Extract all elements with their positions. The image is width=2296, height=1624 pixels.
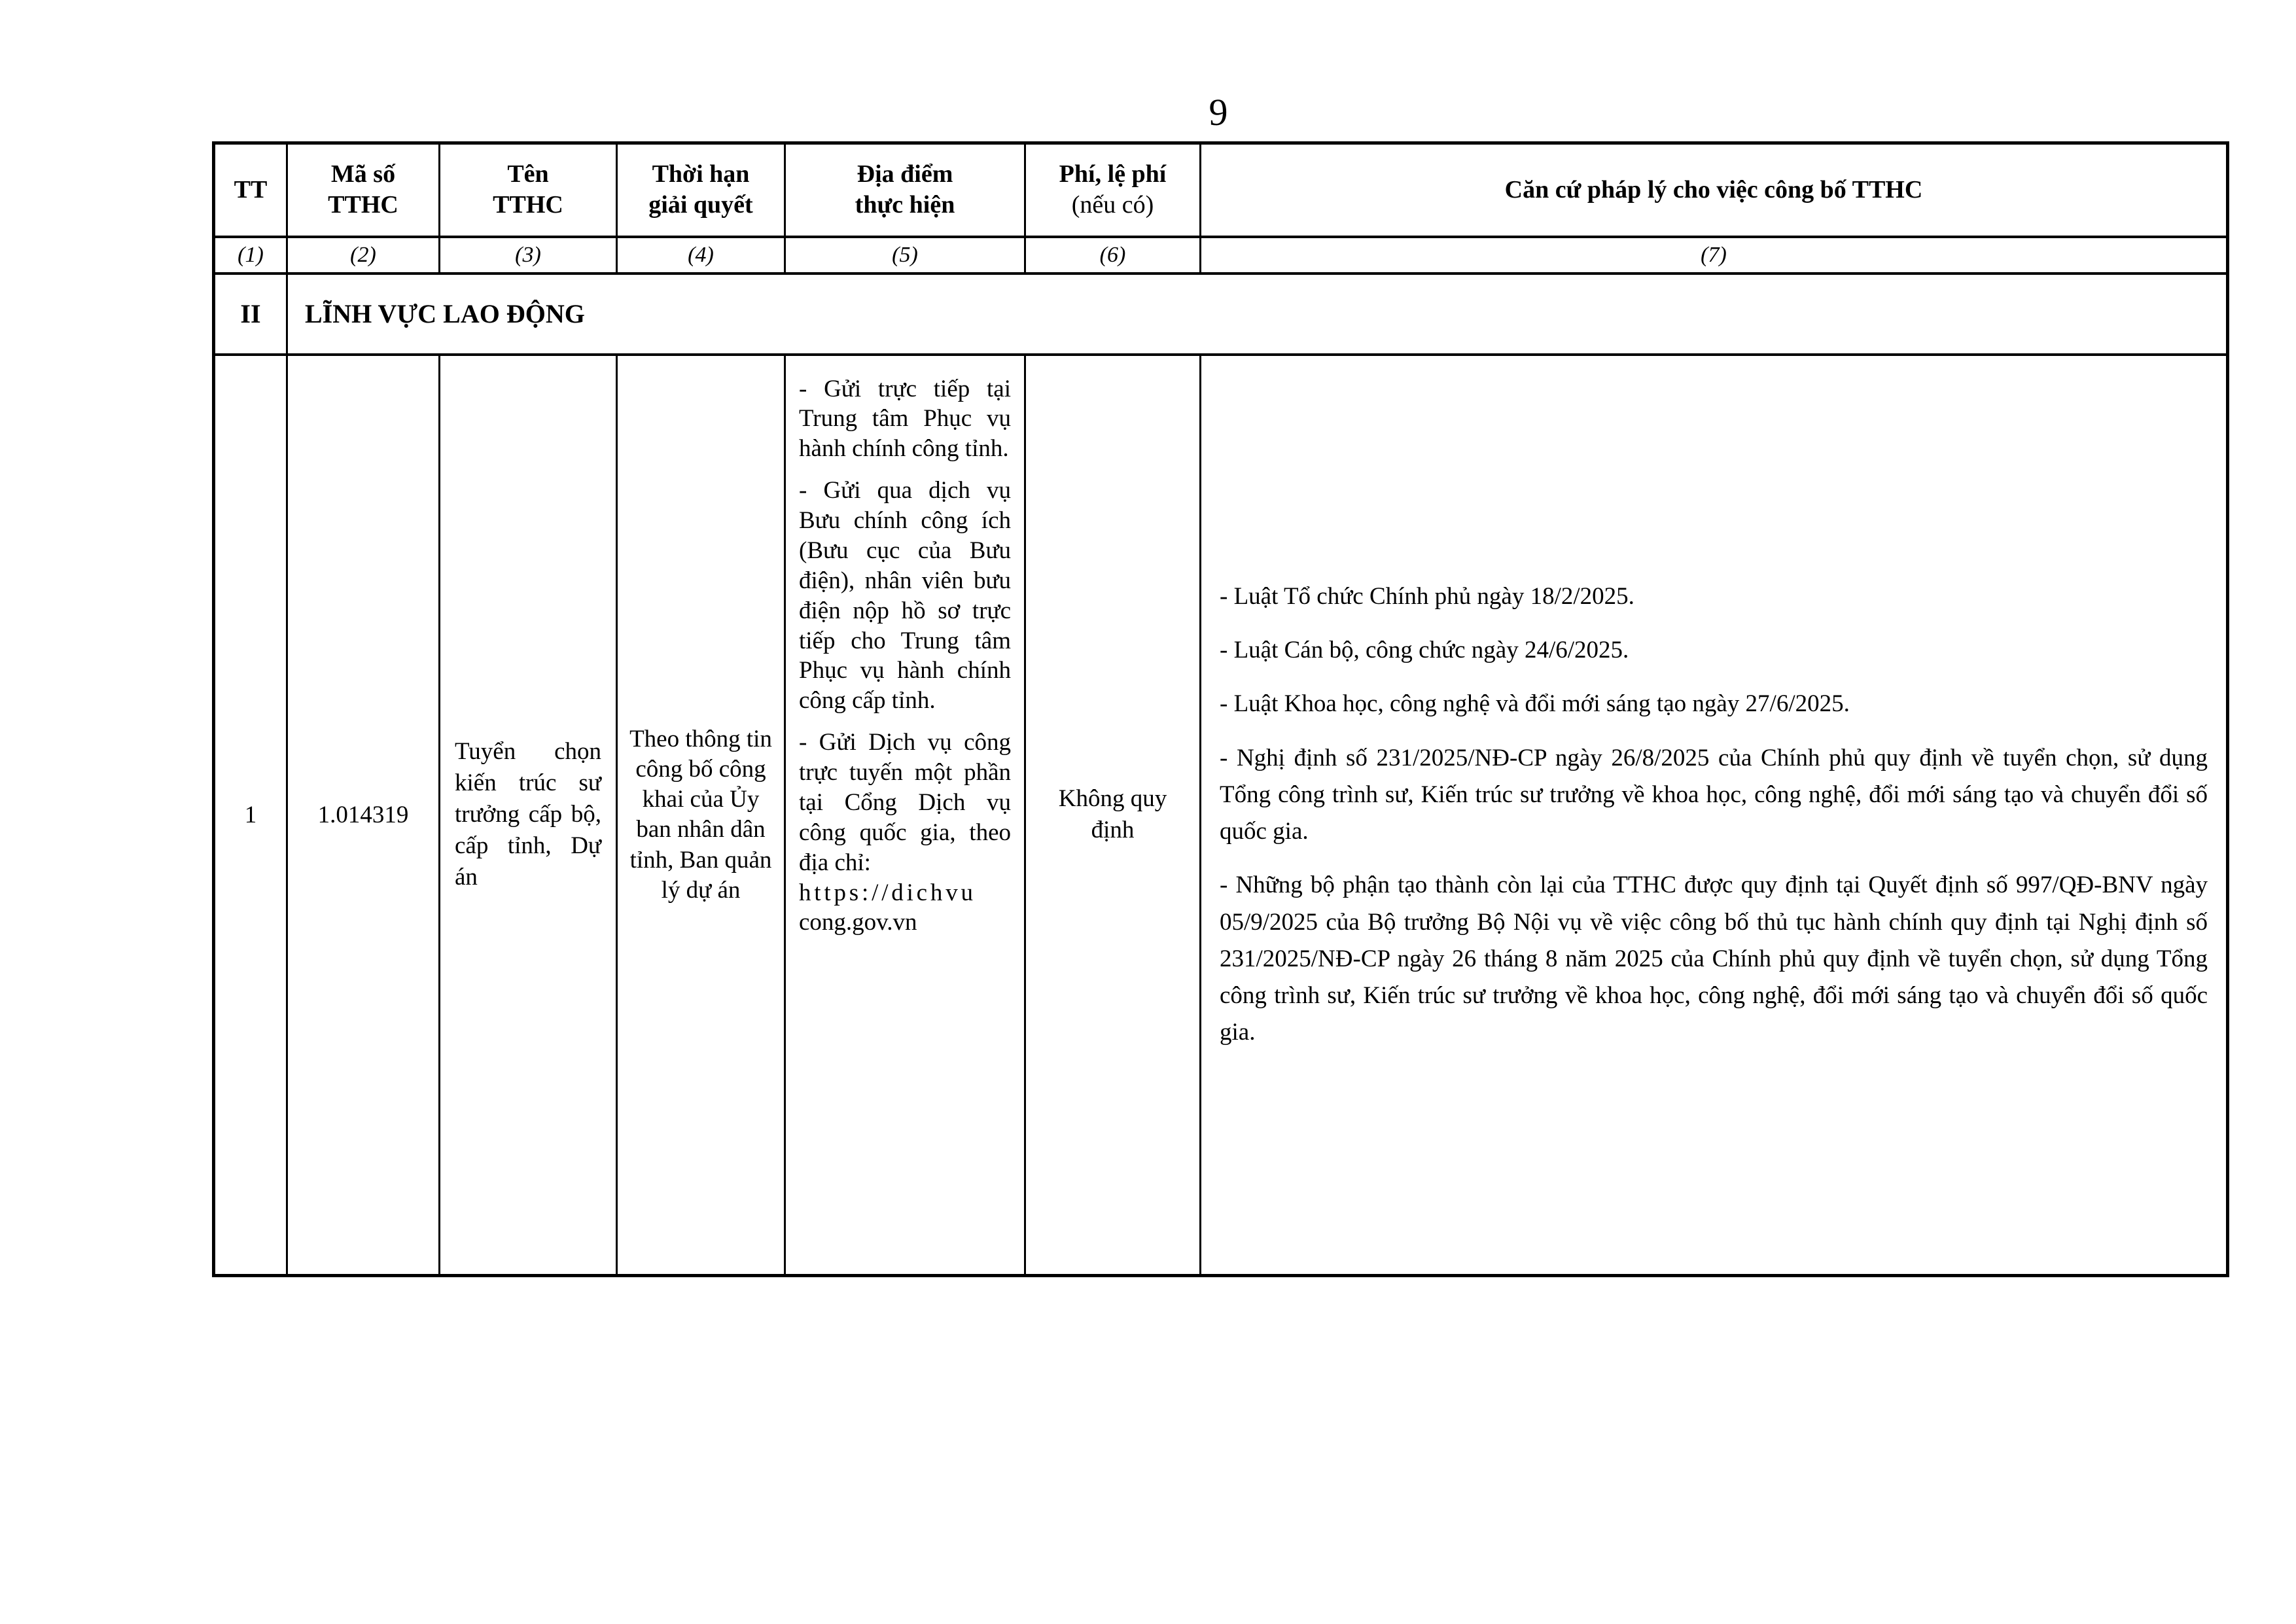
page-number: 9 [1209, 91, 1228, 133]
cell-thoi-han: Theo thông tin công bố công khai của Ủy ban nhân dân tỉnh, Ban quản lý dự án [617, 355, 785, 1276]
col-header-thoi-han: Thời hạn giải quyết [617, 143, 785, 237]
col-header-can-cu: Căn cứ pháp lý cho việc công bố TTHC [1201, 143, 2228, 237]
cell-dia-diem [785, 355, 1025, 1276]
portal-url-line2: cong.gov.vn [799, 909, 917, 936]
legal-basis-item: - Nghị định số 231/2025/NĐ-CP ngày 26/8/2025 của Chính phủ quy định về tuyển chọn, sử dụng Tổng công trình sư, Kiến trúc sư trưởng về khoa học, công nghệ, đổi mới sáng tạo và chuyển đổi số quốc gia. [1220, 744, 2208, 845]
col-header-tt-label: TT [234, 175, 268, 203]
col-num-2: (2) [287, 237, 440, 274]
legal-basis-item: - Luật Cán bộ, công chức ngày 24/6/2025. [1220, 637, 1629, 664]
portal-url-line1: https://dichvu [799, 879, 976, 906]
col-header-ma-so: Mã số TTHC [287, 143, 440, 237]
section-index: II [214, 274, 287, 355]
col-header-dia-diem: Địa điểm thực hiện [785, 143, 1025, 237]
col-num-5: (5) [785, 237, 1025, 274]
cell-tt: 1 [214, 355, 287, 1276]
legal-basis-item: - Những bộ phận tạo thành còn lại của TTHC được quy định tại Quyết định số 997/QĐ-BNV ngày 05/9/2025 của Bộ trưởng Bộ Nội vụ về việc công bố thủ tục hành chính quy định tại Nghị định số 231/2025/NĐ-CP ngày 26 tháng 8 năm 2025 của Chính phủ quy định về tuyển chọn, sử dụng Tổng công trình sư, Kiến trúc sư trưởng về khoa học, công nghệ, đổi mới sáng tạo và chuyển đổi số quốc gia. [1220, 872, 2208, 1046]
delivery-direct: - Gửi trực tiếp tại Trung tâm Phục vụ hành chính công tỉnh. [799, 375, 1011, 463]
cell-ten-tthc: Tuyển chọn kiến trúc sư trưởng cấp bộ, cấp tỉnh, Dự án [440, 355, 617, 1276]
legal-basis-item: - Luật Khoa học, công nghệ và đổi mới sáng tạo ngày 27/6/2025. [1220, 690, 1850, 718]
cell-ma-so-tthc: 1.014319 [287, 355, 440, 1276]
delivery-postal: - Gửi qua dịch vụ Bưu chính công ích (Bưu cục của Bưu điện), nhân viên bưu điện nộp hồ sơ trực tiếp cho Trung tâm Phục vụ hành chính công cấp tỉnh. [799, 477, 1011, 715]
col-num-7: (7) [1201, 237, 2228, 274]
col-num-6: (6) [1025, 237, 1201, 274]
col-num-3: (3) [440, 237, 617, 274]
col-header-ten: Tên TTHC [440, 143, 617, 237]
col-num-1: (1) [214, 237, 287, 274]
delivery-online: - Gửi Dịch vụ công trực tuyến một phần tại Cổng Dịch vụ công quốc gia, theo địa chỉ: https://dichvu cong.gov.vn [799, 728, 1011, 938]
cell-phi-le-phi: Không quy định [1025, 355, 1201, 1276]
tthc-table [212, 141, 2229, 1277]
section-title: LĨNH VỰC LAO ĐỘNG [287, 274, 2228, 355]
section-row [214, 274, 2228, 355]
col-header-phi: Phí, lệ phí (nếu có) [1025, 143, 1201, 237]
legal-basis-item: - Luật Tổ chức Chính phủ ngày 18/2/2025. [1220, 582, 1634, 610]
column-number-row [214, 237, 2228, 274]
table-row [214, 355, 2228, 1276]
col-num-4: (4) [617, 237, 785, 274]
col-header-tt [214, 143, 287, 237]
cell-can-cu-phap-ly [1201, 355, 2228, 1276]
table-header-row [214, 143, 2228, 237]
